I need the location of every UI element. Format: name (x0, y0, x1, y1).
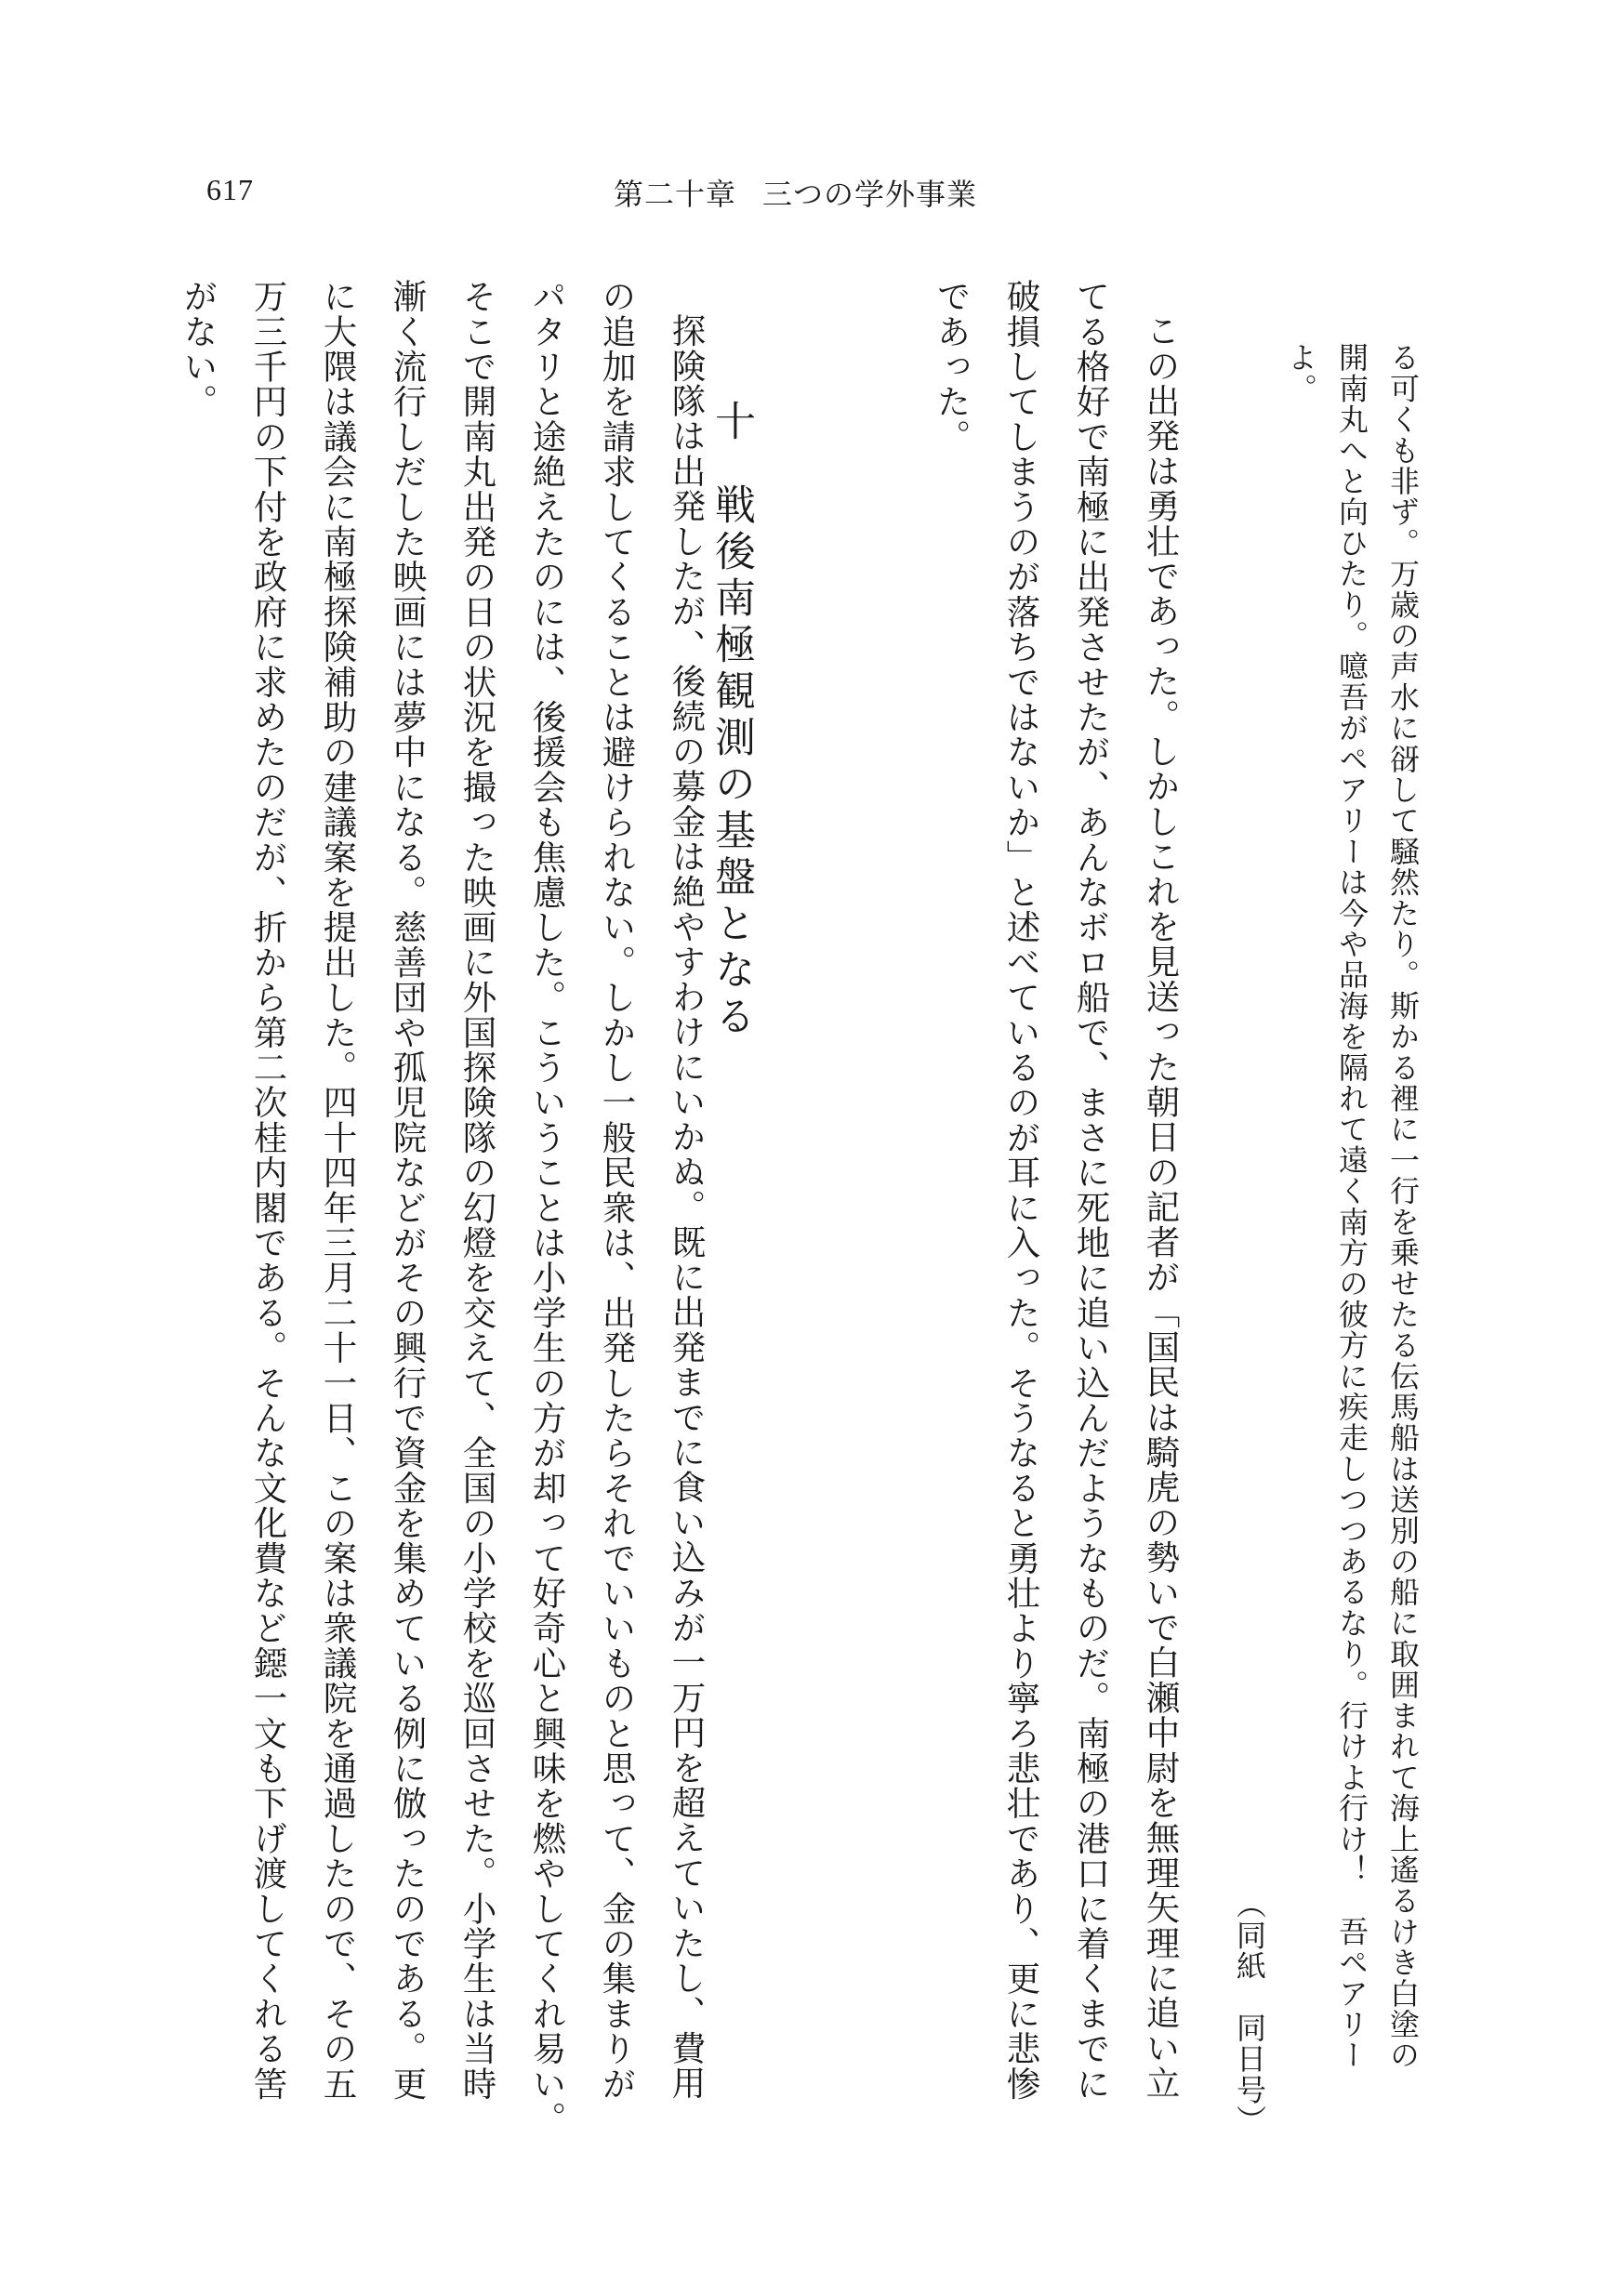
paragraph-line: に大隈は議会に南極探険補助の建議案を提出した。四十四年三月二十一日、この案は衆議院を通過したので、その五 (318, 279, 358, 2102)
paragraph-line: パタリと途絶えたのには、後援会も焦慮した。こういうことは小学生の方が却って好奇心と興味を燃やしてくれ易い。 (527, 279, 567, 2137)
paragraph-line: 漸く流行しだした映画には夢中になる。慈善団や孤児院などがその興行で資金を集めている例に倣ったのである。更 (388, 279, 428, 2102)
paragraph-line: この出発は勇壮であった。しかしこれを見送った朝日の記者が「国民は騎虎の勢いで白瀬中尉を無理矢理に追い立 (1141, 313, 1181, 2101)
paragraph-line: 破損してしまうのが落ちではないか」と述べているのが耳に入った。そうなると勇壮より寧ろ悲壮であり、更に悲惨 (1001, 279, 1041, 2102)
quote-line: よ。 (1283, 342, 1318, 404)
paragraph-line: であった。 (932, 279, 972, 455)
paragraph-line: 探険隊は出発したが、後続の募金は絶やすわけにいかぬ。既に出発までに食い込みが一万円を超えていたし、費用 (667, 313, 707, 2101)
paragraph-2 (0, 232, 721, 2138)
quote-citation: （同紙 同日号） (1232, 1889, 1267, 2136)
quote-line: 開南丸へと向ひたり。噫吾がペアリーは今や品海を隔れて遠く南方の彼方に疾走しつつあるなり。行けよ行け！ 吾ペアリー (1334, 342, 1369, 2071)
paragraph-1 (787, 232, 1196, 2138)
page-number: 617 (206, 173, 254, 206)
paragraph-line: てる格好で南極に出発させたが、あんなボロ船で、まさに死地に追い込んだようなものだ。南極の港口に着くまでに (1071, 279, 1111, 2102)
section-title: 戦後南極観測の基盤となる (708, 483, 755, 1041)
paragraph-line: 万三千円の下付を政府に求めたのだが、折から第二次桂内閣である。そんな文化費など鐚一文も下げ渡してくれる筈 (248, 279, 288, 2102)
section-number: 十 (708, 400, 755, 446)
running-head (614, 171, 977, 214)
quote-block (1214, 232, 1428, 2201)
quote-line: る可くも非ず。万歳の声水に谺して騒然たり。斯かる裡に一行を乗せたる伝馬船は送別の船に取囲まれて海上遙るけき白塗の (1385, 342, 1421, 2071)
paragraph-line: の追加を請求してくることは避けられない。しかし一般民衆は、出発したらそれでいいものと思って、金の集まりが (597, 279, 637, 2102)
paragraph-line: がない。 (179, 279, 218, 419)
running-head-chapter: 第二十章 (614, 177, 737, 212)
running-head-title: 三つの学外事業 (762, 177, 978, 212)
paragraph-line: そこで開南丸出発の日の状況を撮った映画に外国探険隊の幻燈を交えて、全国の小学校を巡回させた。小学生は当時 (457, 279, 497, 2102)
